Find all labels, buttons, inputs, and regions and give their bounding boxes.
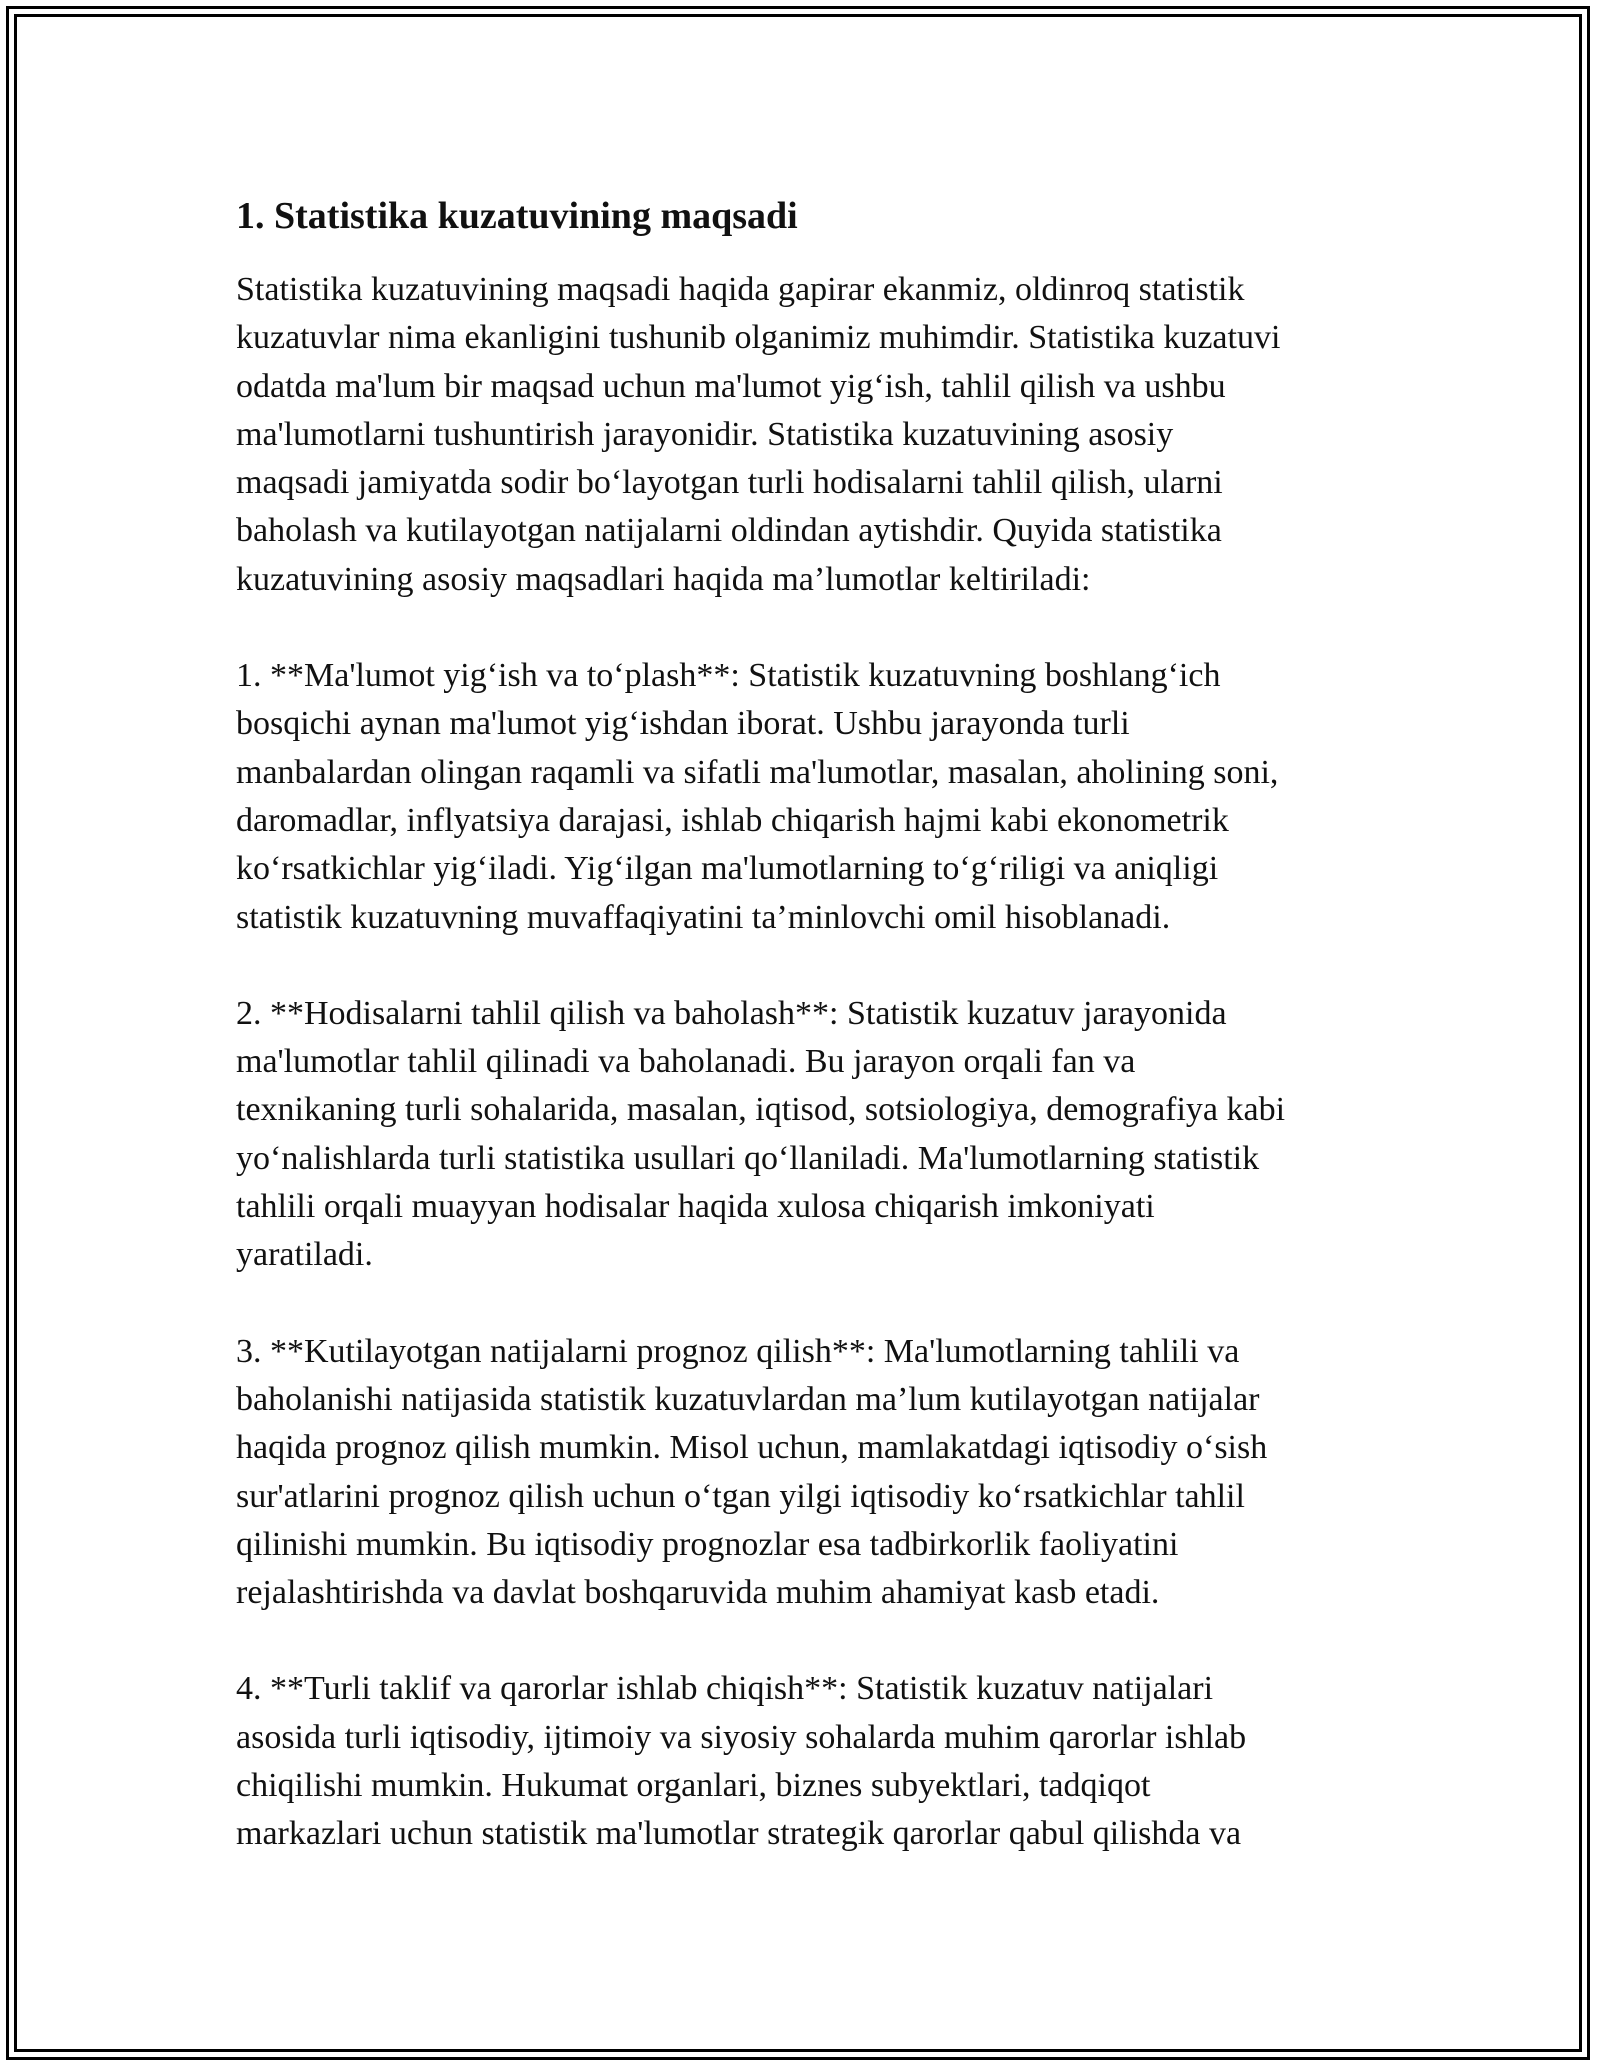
- section-heading: 1. Statistika kuzatuvining maqsadi: [236, 195, 798, 237]
- list-item-3: 3. **Kutilayotgan natijalarni prognoz qilish**: Ma'lumotlarning tahlili va baholanishi natijasida statistik kuzatuvlardan ma’lum kutilayotgan natijalar haqida prognoz qilish mumkin. Misol uchun, mamlakatdagi iqtisodiy o‘sish sur'atlarini prognoz qilish uchun o‘tgan yilgi iqtisodiy ko‘rsatkichlar tahlil qilinishi mumkin. Bu iqtisodiy prognozlar esa tadbirkorlik faoliyatini rejalashtirishda va davlat boshqaruvida muhim ahamiyat kasb etadi.: [236, 1332, 1268, 1612]
- list-item-2: 2. **Hodisalarni tahlil qilish va baholash**: Statistik kuzatuv jarayonida ma'lumotlar tahlil qilinadi va baholanadi. Bu jarayon orqali fan va texnikaning turli sohalarida, masalan, iqtisod, sotsiologiya, demografiya kabi yo‘nalishlarda turli statistika usullari qo‘llaniladi. Ma'lumotlarning statistik tahlili orqali muayyan hodisalar haqida xulosa chiqarish imkoniyati yaratiladi.: [236, 994, 1286, 1274]
- list-item-4: 4. **Turli taklif va qarorlar ishlab chiqish**: Statistik kuzatuv natijalari asosida turli iqtisodiy, ijtimoiy va siyosiy sohalarda muhim qarorlar ishlab chiqilishi mumkin. Hukumat organlari, biznes subyektlari, tadqiqot markazlari uchun statistik ma'lumotlar strategik qarorlar qabul qilishda va: [236, 1670, 1247, 1853]
- intro-paragraph: Statistika kuzatuvining maqsadi haqida gapirar ekanmiz, oldinroq statistik kuzatuvlar nima ekanligini tushunib olganimiz muhimdir. Statistika kuzatuvi odatda ma'lum bir maqsad uchun ma'lumot yig‘ish, tahlil qilish va ushbu ma'lumotlarni tushuntirish jarayonidir. Statistika kuzatuvining asosiy maqsadi jamiyatda sodir bo‘layotgan turli hodisalarni tahlil qilish, ularni baholash va kutilayotgan natijalarni oldindan aytishdir. Quyida statistika kuzatuvining asosiy maqsadlari haqida ma’lumotlar keltiriladi:: [236, 271, 1281, 598]
- list-item-1: 1. **Ma'lumot yig‘ish va to‘plash**: Statistik kuzatuvning boshlang‘ich bosqichi aynan ma'lumot yig‘ishdan iborat. Ushbu jarayonda turli manbalardan olingan raqamli va sifatli ma'lumotlar, masalan, aholining soni, daromadlar, inflyatsiya darajasi, ishlab chiqarish hajmi kabi ekonometrik ko‘rsatkichlar yig‘iladi. Yig‘ilgan ma'lumotlarning to‘g‘riligi va aniqligi statistik kuzatuvning muvaffaqiyatini ta’minlovchi omil hisoblanadi.: [236, 657, 1279, 936]
- document-body: [236, 188, 1376, 1907]
